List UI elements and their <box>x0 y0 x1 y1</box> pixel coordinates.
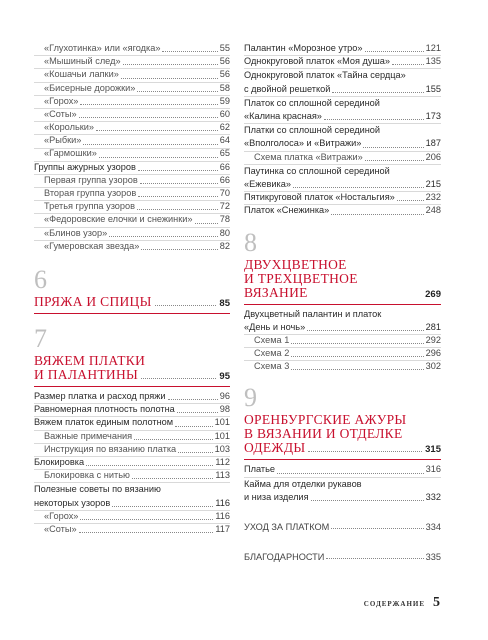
chapter-number: 7 <box>34 324 47 353</box>
entry-page: 96 <box>219 390 230 401</box>
entry-title: «Глухотинка» или «ягодка» <box>44 42 161 53</box>
entry-title: «Рыбки» <box>44 135 82 146</box>
toc-entry-multi[interactable] <box>244 123 441 150</box>
toc-entry[interactable] <box>34 443 230 456</box>
entry-title: Первая группа узоров <box>44 174 138 185</box>
toc-entry-multi[interactable] <box>244 164 441 191</box>
chapter-title-line1[interactable]: ОРЕНБУРГСКИЕ АЖУРЫ <box>244 412 407 428</box>
toc-entry[interactable] <box>34 523 230 536</box>
toc-entry-multi[interactable] <box>244 68 441 95</box>
chapter-number: 6 <box>34 265 47 294</box>
entry-page: 60 <box>219 108 230 119</box>
entry-page: 121 <box>425 42 441 53</box>
toc-entry[interactable] <box>34 68 230 81</box>
entry-title-line2: и низа изделия <box>244 491 309 502</box>
entry-title: Платок «Снежинка» <box>244 205 330 216</box>
entry-title: «Мышиный след» <box>44 56 121 67</box>
entry-page: 70 <box>219 188 230 199</box>
entry-page: 206 <box>425 151 441 162</box>
chapter-title[interactable]: ПРЯЖА И СПИЦЫ <box>34 294 152 309</box>
toc-entry[interactable] <box>34 403 230 416</box>
entry-title: «Федоровские елочки и снежинки» <box>44 214 193 225</box>
entry-title-line2: некоторых узоров <box>34 497 111 508</box>
chapter-number: 8 <box>244 227 257 257</box>
chapter-9 <box>244 383 441 460</box>
toc-entry[interactable] <box>34 161 230 174</box>
toc-entry[interactable] <box>34 456 230 469</box>
toc-entry-multi[interactable] <box>244 96 441 123</box>
toc-entry[interactable] <box>244 347 441 360</box>
entry-title: Схема 1 <box>254 334 290 345</box>
toc-entry[interactable] <box>244 151 441 164</box>
toc-entry[interactable] <box>244 55 441 68</box>
entry-title: «Соты» <box>44 108 77 119</box>
entry-page: 78 <box>219 214 230 225</box>
toc-entry[interactable] <box>244 463 441 476</box>
entry-title-line2: «Ежевика» <box>244 178 291 189</box>
chapter-8 <box>244 227 441 305</box>
toc-entry[interactable] <box>34 510 230 523</box>
entry-page: 335 <box>425 552 441 563</box>
chapter-rule <box>34 386 230 387</box>
toc-left-column <box>34 42 230 536</box>
toc-entry-thanks[interactable] <box>244 548 441 562</box>
toc-entry[interactable] <box>244 191 441 204</box>
toc-entry[interactable] <box>244 334 441 347</box>
toc-entry[interactable] <box>34 430 230 443</box>
toc-entry[interactable] <box>34 55 230 68</box>
toc-list-mid <box>244 191 441 217</box>
entry-title: БЛАГОДАРНОСТИ <box>244 552 325 563</box>
entry-title-line2: с двойной решеткой <box>244 83 331 94</box>
page-number: 5 <box>433 595 440 610</box>
entry-page: 135 <box>425 56 441 67</box>
entry-title: Блокировка с нитью <box>44 470 130 481</box>
toc-entry[interactable] <box>34 469 230 482</box>
toc-entry-multi[interactable] <box>244 477 441 504</box>
entry-title: Схема платка «Витражи» <box>254 151 363 162</box>
entry-page: 332 <box>425 491 441 502</box>
entry-title: Однокруговой платок «Моя душа» <box>244 56 391 67</box>
toc-list-top <box>244 42 441 68</box>
toc-list-end <box>34 510 230 536</box>
entry-page: 56 <box>219 69 230 80</box>
entry-page: 66 <box>219 161 230 172</box>
entry-page: 64 <box>219 135 230 146</box>
entry-page: 56 <box>219 56 230 67</box>
entry-title: Вторая группа узоров <box>44 188 137 199</box>
chapter-title-line1[interactable]: ДВУХЦВЕТНОЕ <box>244 256 347 272</box>
toc-list-chapter8 <box>244 334 441 374</box>
entry-page: 98 <box>219 404 230 415</box>
toc-entry[interactable] <box>34 134 230 147</box>
toc-entry[interactable] <box>34 416 230 429</box>
toc-list-chapter7 <box>34 390 230 482</box>
entry-page: 66 <box>219 174 230 185</box>
toc-entry-useful-tips[interactable] <box>34 482 230 509</box>
entry-title: Третья группа узоров <box>44 201 136 212</box>
entry-title: Платье <box>244 464 275 475</box>
chapter-page: 85 <box>219 298 230 309</box>
chapter-page: 269 <box>425 288 441 300</box>
entry-title-line1: Двухцветный палантин и платок <box>244 308 382 319</box>
entry-title-line2: «День и ночь» <box>244 321 306 332</box>
chapter-title-line3[interactable]: ОДЕЖДЫ <box>244 440 306 456</box>
entry-title: Палантин «Морозное утро» <box>244 42 363 53</box>
page-footer <box>364 595 440 611</box>
entry-title-line1: Паутинка со сплошной серединой <box>244 165 390 176</box>
entry-title: Схема 2 <box>254 348 290 359</box>
entry-title: «Кошачьи лапки» <box>44 69 119 80</box>
entry-title: Важные примечания <box>44 430 133 441</box>
entry-page: 187 <box>425 138 441 149</box>
toc-entry[interactable] <box>34 174 230 187</box>
entry-page: 59 <box>219 95 230 106</box>
entry-page: 103 <box>214 443 230 454</box>
chapter-6 <box>34 265 230 314</box>
entry-title: Группы ажурных узоров <box>34 161 136 172</box>
toc-entry[interactable] <box>244 42 441 55</box>
entry-page: 302 <box>425 361 441 372</box>
footer-label: СОДЕРЖАНИЕ <box>363 600 425 608</box>
toc-entry[interactable] <box>34 82 230 95</box>
entry-page: 80 <box>219 227 230 238</box>
entry-page: 215 <box>425 178 441 189</box>
entry-title: «Корольки» <box>44 122 94 133</box>
toc-entry[interactable] <box>34 227 230 240</box>
entry-title-line2: «Калина красная» <box>244 110 322 121</box>
entry-title: «Блинов узор» <box>44 227 108 238</box>
entry-page: 101 <box>214 430 230 441</box>
entry-title: «Гумеровская звезда» <box>44 240 140 251</box>
entry-page: 116 <box>215 497 230 508</box>
chapter-page: 95 <box>219 371 230 382</box>
toc-entry[interactable] <box>34 200 230 213</box>
entry-title: Вяжем платок единым полотном <box>34 417 174 428</box>
toc-entry[interactable] <box>34 148 230 161</box>
toc-entry[interactable] <box>34 121 230 134</box>
toc-entry[interactable] <box>34 108 230 121</box>
entry-title: Размер платка и расход пряжи <box>34 390 166 401</box>
entry-page: 82 <box>219 240 230 251</box>
entry-page: 117 <box>215 523 230 534</box>
toc-entry[interactable] <box>34 95 230 108</box>
entry-title: «Соты» <box>44 523 77 534</box>
entry-page: 72 <box>219 201 230 212</box>
entry-title-line1: Полезные советы по вязанию <box>34 484 161 495</box>
chapter-page: 315 <box>425 444 441 456</box>
entry-title: Пятикруговой платок «Ностальгия» <box>244 192 395 203</box>
toc-entry[interactable] <box>34 213 230 226</box>
toc-entry[interactable] <box>244 204 441 217</box>
toc-entry[interactable] <box>34 390 230 403</box>
chapter-7 <box>34 324 230 387</box>
entry-page: 173 <box>425 110 441 121</box>
entry-page: 113 <box>215 470 230 481</box>
entry-page: 116 <box>215 510 230 521</box>
entry-page: 112 <box>215 456 230 467</box>
chapter-number: 9 <box>244 383 257 413</box>
entry-title: Блокировка <box>34 456 85 467</box>
entry-title-line1: Платки со сплошной серединой <box>244 125 381 136</box>
entry-title-line2: «Вполголоса» и «Витражи» <box>244 138 362 149</box>
entry-title-line1: Платок со сплошной серединой <box>244 97 380 108</box>
chapter-rule <box>244 304 441 305</box>
entry-page: 316 <box>425 464 441 475</box>
entry-title: УХОД ЗА ПЛАТКОМ <box>244 522 330 533</box>
entry-page: 62 <box>219 122 230 133</box>
chapter-title-line2[interactable]: В ВЯЗАНИИ И ОТДЕЛКЕ <box>244 426 403 442</box>
entry-title: Равномерная плотность полотна <box>34 404 175 415</box>
entry-page: 296 <box>425 348 441 359</box>
entry-title: Схема 3 <box>254 361 290 372</box>
entry-page: 58 <box>219 82 230 93</box>
chapter-title-line1[interactable]: ВЯЖЕМ ПЛАТКИ <box>34 353 146 368</box>
entry-title-line1: Однокруговой платок «Тайна сердца» <box>244 70 406 81</box>
entry-title-line1: Кайма для отделки рукавов <box>244 478 362 489</box>
toc-entry[interactable] <box>34 240 230 253</box>
entry-title: «Гармошки» <box>44 148 97 159</box>
entry-page: 281 <box>425 321 441 332</box>
toc-right-column <box>244 42 441 562</box>
entry-page: 248 <box>425 205 441 216</box>
chapter-title-line2[interactable]: И ПАЛАНТИНЫ <box>34 367 139 382</box>
entry-page: 101 <box>214 417 230 428</box>
entry-title: «Горох» <box>44 95 79 106</box>
toc-entry-care[interactable] <box>244 518 441 532</box>
toc-entry[interactable] <box>244 360 441 373</box>
entry-page: 55 <box>219 42 230 53</box>
entry-page: 155 <box>425 83 441 94</box>
entry-title: Инструкция по вязанию платка <box>44 443 177 454</box>
entry-page: 65 <box>219 148 230 159</box>
entry-page: 334 <box>425 522 441 533</box>
entry-page: 292 <box>425 334 441 345</box>
toc-entry-multi[interactable] <box>244 308 441 334</box>
entry-title: «Бисерные дорожки» <box>44 82 136 93</box>
chapter-rule <box>34 313 230 314</box>
chapter-title-line2[interactable]: И ТРЕХЦВЕТНОЕ ВЯЗАНИЕ <box>244 270 358 300</box>
toc-entry[interactable] <box>34 42 230 55</box>
toc-list-top <box>34 42 230 253</box>
entry-title: «Горох» <box>44 510 79 521</box>
chapter-rule <box>244 459 441 460</box>
toc-entry[interactable] <box>34 187 230 200</box>
entry-page: 232 <box>425 192 441 203</box>
